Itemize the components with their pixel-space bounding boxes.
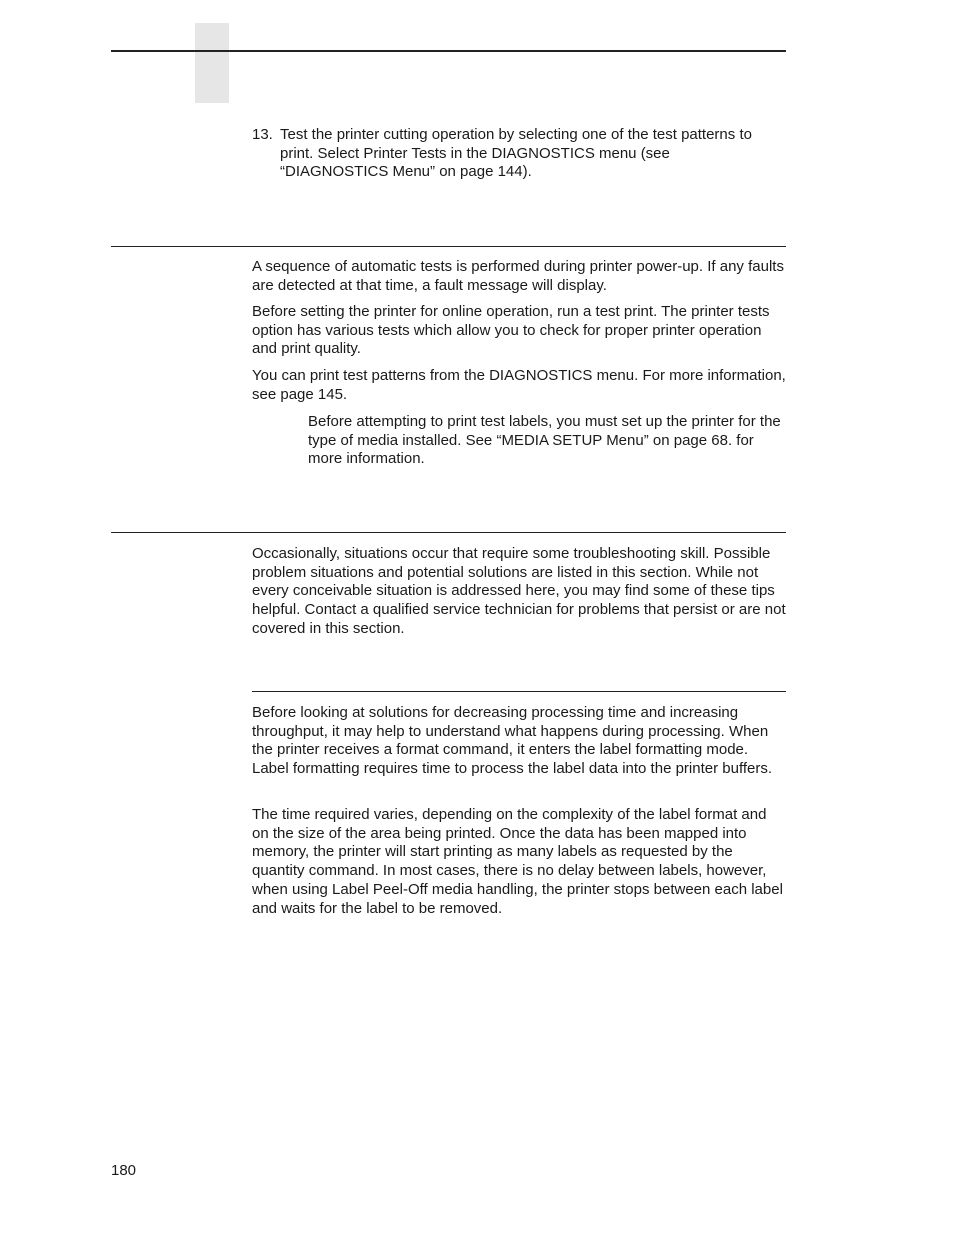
processing-paragraph-2: The time required varies, depending on the complexity of the label format and on the size of the area being printed. Once the data has been mapped into memory, the printer will start printing as many labels as requested by the quantity command. In most cases, there is no delay between labels, however, when using Label Peel-Off media handling, the printer stops between each label and waits for the label to be removed. (252, 806, 783, 917)
tests-paragraph-1: A sequence of automatic tests is performed during printer power-up. If any faults are detected at that time, a fault message will display. (252, 258, 784, 294)
tests-paragraph-3: You can print test patterns from the DIAGNOSTICS menu. For more information, see page 145. (252, 367, 786, 403)
section-divider-troubleshooting (111, 532, 786, 533)
chapter-tab (195, 23, 229, 103)
processing-paragraph-1: Before looking at solutions for decreasing processing time and increasing throughput, it may help to understand what happens during processing. When the printer receives a format command, it enters the label formatting mode. Label formatting requires time to process the label data into the printer buffers. (252, 704, 773, 778)
section-divider-tests (111, 246, 786, 247)
subsection-divider-processing (252, 691, 786, 692)
page-number: 180 (111, 1162, 137, 1179)
step-item (252, 126, 786, 182)
step-number: 13. (252, 126, 273, 143)
step-text: Test the printer cutting operation by selecting one of the test patterns to print. Select Printer Tests in the DIAGNOSTICS menu (see “DIAGNOSTICS Menu” on page 144). (280, 126, 752, 181)
troubleshooting-paragraph: Occasionally, situations occur that require some troubleshooting skill. Possible problem situations and potential solutions are listed in this section. While not every conceivable situation is addressed here, you may find some of these tips helpful. Contact a qualified service technician for problems that persist or are not covered in this section. (252, 545, 786, 637)
tests-paragraph-2: Before setting the printer for online operation, run a test print. The printer tests option has various tests which allow you to check for proper printer operation and print quality. (252, 303, 770, 358)
note-text: Before attempting to print test labels, you must set up the printer for the type of media installed. See “MEDIA SETUP Menu” on page 68. for more information. (308, 413, 781, 468)
header-rule (111, 50, 786, 52)
